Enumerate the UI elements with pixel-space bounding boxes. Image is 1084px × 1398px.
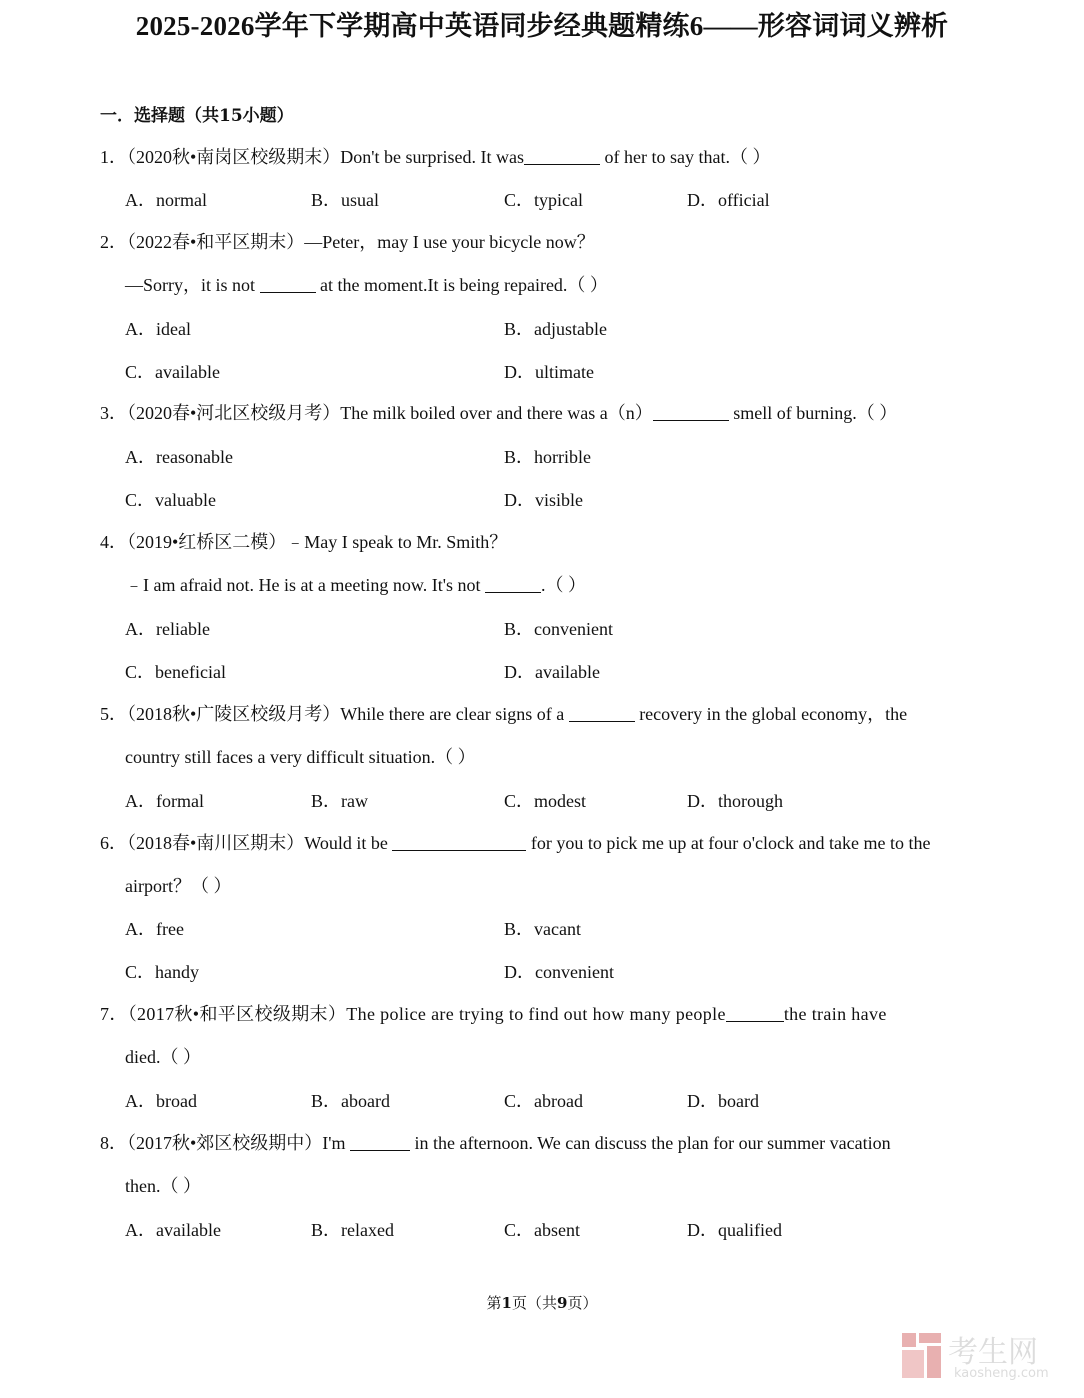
question-5-line-2: country still faces a very difficult situation.（ ）: [125, 747, 476, 767]
question-text: 6．（2018春•南川区期末）Would it be: [100, 833, 393, 853]
footer-total-pages: 9: [557, 1294, 568, 1312]
watermark-icon: [900, 1331, 1070, 1381]
question-4-line-1: 4．（2019•红桥区二模）﹣May I speak to Mr. Smith？: [100, 532, 508, 552]
option-a: A．reasonable: [125, 447, 233, 467]
question-1-line-1: [100, 146, 770, 168]
option-c: C．beneficial: [125, 662, 226, 682]
option-a: A．ideal: [125, 319, 191, 339]
option-a: A．available: [125, 1220, 221, 1240]
option-d: D．board: [687, 1091, 759, 1111]
question-text: in the afternoon. We can discuss the plan for our summer vacation: [410, 1133, 891, 1153]
option-c: C．modest: [504, 791, 587, 811]
option-c: C．absent: [504, 1220, 580, 1240]
answer-blank: [569, 705, 635, 722]
question-text: at the moment.It is being repaired.（ ）: [315, 275, 608, 295]
option-b: B．vacant: [504, 919, 581, 939]
option-c: C．valuable: [125, 490, 216, 510]
footer-page-number: 1: [501, 1294, 512, 1312]
question-7-line-1: [100, 1003, 887, 1025]
question-text: 1．（2020秋•南岗区校级期末）Don't be surprised. It was: [100, 147, 525, 167]
answer-blank: [653, 404, 729, 421]
answer-blank: [350, 1134, 410, 1151]
option-a: A．normal: [125, 190, 207, 210]
option-c: C．abroad: [504, 1091, 583, 1111]
option-a: A．reliable: [125, 619, 210, 639]
answer-blank: [485, 576, 541, 593]
question-2-line-1: 2．（2022春•和平区期末）—Peter，may I use your bicycle now？: [100, 232, 595, 252]
question-8-line-1: [100, 1132, 891, 1154]
page-title: 2025-2026学年下学期高中英语同步经典题精练6——形容词词义辨析: [135, 11, 949, 41]
question-text: recovery in the global economy，the: [634, 704, 908, 724]
option-b: B．horrible: [504, 447, 591, 467]
answer-blank: [524, 148, 600, 165]
page-footer: [0, 1292, 1084, 1313]
question-text: —Sorry，it is not: [125, 275, 260, 295]
option-b: B．relaxed: [311, 1220, 394, 1240]
question-text: 5．（2018秋•广陵区校级月考）While there are clear signs of a: [100, 704, 569, 724]
option-d: D．convenient: [504, 962, 614, 982]
option-b: B．aboard: [311, 1091, 390, 1111]
question-text: smell of burning.（ ）: [728, 403, 898, 423]
option-d: D．thorough: [687, 791, 783, 811]
option-c: C．handy: [125, 962, 199, 982]
footer-text: 页（共: [511, 1294, 557, 1312]
option-a: A．free: [125, 919, 184, 939]
question-5-line-1: [100, 703, 907, 725]
question-text: 7．（2017秋•和平区校级期末）The police are trying to find out how many people: [100, 1004, 726, 1024]
option-c: C．typical: [504, 190, 583, 210]
option-a: A．formal: [125, 791, 204, 811]
question-text: 3．（2020春•河北区校级月考）The milk boiled over and there was a（n）: [100, 403, 653, 423]
question-7-line-2: died.（ ）: [125, 1047, 201, 1067]
option-c: C．available: [125, 362, 220, 382]
question-6-line-2: airport？（ ）: [125, 876, 232, 896]
answer-blank: [260, 276, 316, 293]
footer-text: 页）: [567, 1294, 598, 1312]
question-2-line-2: [125, 274, 608, 296]
question-text: the train have: [783, 1004, 887, 1024]
option-b: B．raw: [311, 791, 368, 811]
question-6-line-1: [100, 832, 930, 854]
option-b: B．usual: [311, 190, 380, 210]
watermark-logo: [900, 1331, 1070, 1381]
question-text: 8．（2017秋•郊区校级期中）I'm: [100, 1133, 351, 1153]
option-a: A．broad: [125, 1091, 197, 1111]
question-8-line-2: then.（ ）: [125, 1176, 201, 1196]
option-b: B．adjustable: [504, 319, 607, 339]
question-3-line-1: [100, 402, 897, 424]
option-d: D．available: [504, 662, 600, 682]
footer-text: 第: [486, 1294, 502, 1312]
option-d: D．official: [687, 190, 770, 210]
question-text: .（ ）: [540, 575, 586, 595]
answer-blank: [392, 834, 526, 851]
watermark-cn-text: 考生网: [948, 1335, 1038, 1370]
question-text: of her to say that.（ ）: [600, 147, 771, 167]
answer-blank: [726, 1005, 784, 1022]
option-d: D．ultimate: [504, 362, 594, 382]
option-d: D．visible: [504, 490, 583, 510]
section-heading: 一．选择题（共15小题）: [100, 106, 294, 126]
option-b: B．convenient: [504, 619, 613, 639]
question-text: for you to pick me up at four o'clock and take me to the: [526, 833, 931, 853]
question-text: ﹣I am afraid not. He is at a meeting now. It's not: [125, 575, 485, 595]
option-d: D．qualified: [687, 1220, 782, 1240]
question-4-line-2: [125, 574, 586, 596]
watermark-en-text: kaosheng.com: [954, 1366, 1049, 1381]
